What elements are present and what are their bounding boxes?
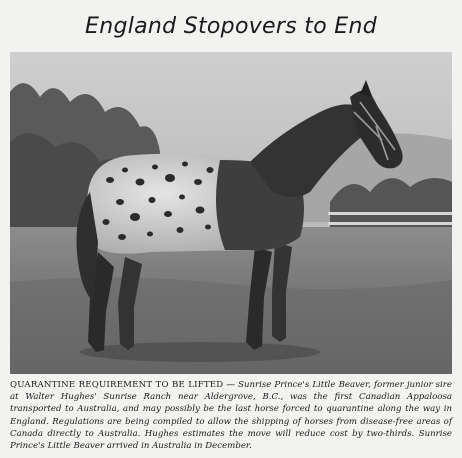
appaloosa-horse-photo — [10, 52, 452, 374]
caption-body: — Sunrise Prince's Little Beaver, former junior sire at Walter Hughes' Sunrise Ranch near Aldergrove, B.C., was the first Canadian Appaloosa transported to Australia, and may possibly be the last horse forced to quarantine along the way in England. Regulations are being compiled to allow the shipping of horses from disease-free areas of Canada directly to Australia. Hughes estimates the move will reduce cost by two-thirds. Sunrise Prince's Little Beaver arrived in Australia in December. — [10, 380, 452, 452]
photo-caption — [10, 379, 452, 452]
caption-lead: QUARANTINE REQUIREMENT TO BE LIFTED — [10, 380, 224, 390]
page-title: England Stopovers to End — [85, 14, 377, 39]
horse-photo-illustration — [10, 52, 452, 374]
